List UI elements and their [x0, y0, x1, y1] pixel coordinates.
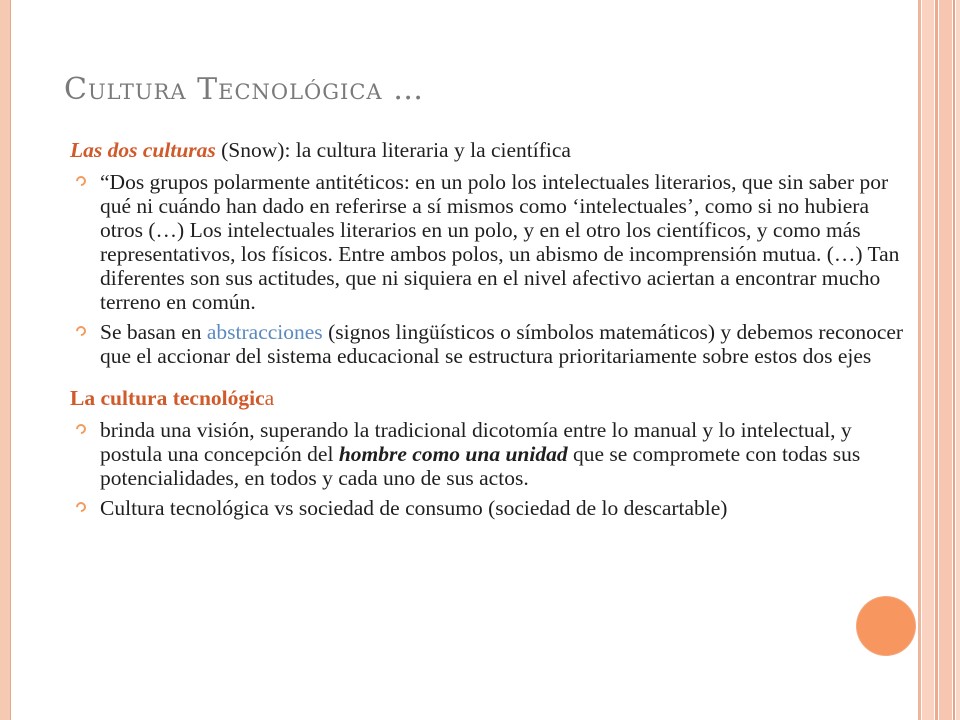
bullet-icon	[74, 174, 88, 188]
text-before: Se basan en	[100, 320, 207, 344]
stripe	[922, 0, 934, 720]
stripe	[918, 0, 921, 720]
intro-emphasis: Las dos culturas	[70, 138, 216, 162]
list-item	[70, 320, 908, 368]
bullet-list-1	[70, 170, 908, 368]
text-after: que se compromete con todas sus potencialidades, en todos y cada uno de sus actos.	[100, 442, 861, 490]
right-decorative-stripes	[918, 0, 960, 720]
intro-line	[70, 138, 908, 162]
stripe	[956, 0, 960, 720]
slide-body	[70, 138, 908, 526]
stripe	[939, 0, 952, 720]
bullet-text: Cultura tecnológica vs sociedad de consumo (sociedad de lo descartable)	[100, 496, 728, 520]
left-border	[0, 0, 11, 720]
stripe	[953, 0, 955, 720]
bullet-icon	[74, 422, 88, 436]
section-heading-bold: La cultura tecnológic	[70, 386, 265, 410]
section-heading-tail: a	[264, 386, 275, 410]
stripe	[935, 0, 938, 720]
highlighted-word: abstracciones	[206, 320, 323, 344]
bullet-icon	[74, 500, 88, 514]
decorative-circle	[857, 597, 915, 655]
intro-rest: (Snow): la cultura literaria y la científica	[215, 138, 571, 162]
emphasized-phrase: hombre como una unidad	[338, 442, 568, 466]
list-item	[70, 170, 908, 314]
bullet-icon	[74, 324, 88, 338]
slide-title: Cultura Tecnológica …	[64, 72, 425, 107]
text-before: brinda una visión, superando la tradicional dicotomía entre lo manual y lo intelectual, y postula una concepción del	[100, 418, 852, 466]
bullet-list-2	[70, 418, 908, 520]
list-item	[70, 418, 908, 490]
section-heading	[70, 386, 908, 410]
text-after: (signos lingüísticos o símbolos matemáticos) y debemos reconocer que el accionar del sistema educacional se estructura prioritariamente sobre estos dos ejes	[100, 320, 904, 368]
quote-text: “Dos grupos polarmente antitéticos: en un polo los intelectuales literarios, que sin saber por qué ni cuándo han dado en referirse a sí mismos como ‘intelectuales’, como si no hubiera otros (…) Los intelectuales literarios en un polo, y en el otro los científicos, y como más representativos, los físicos. Entre ambos polos, un abismo de incomprensión mutua. (…) Tan diferentes son sus actitudes, que ni siquiera en el nivel afectivo aciertan a encontrar mucho terreno en común.	[100, 170, 900, 314]
list-item	[70, 496, 908, 520]
